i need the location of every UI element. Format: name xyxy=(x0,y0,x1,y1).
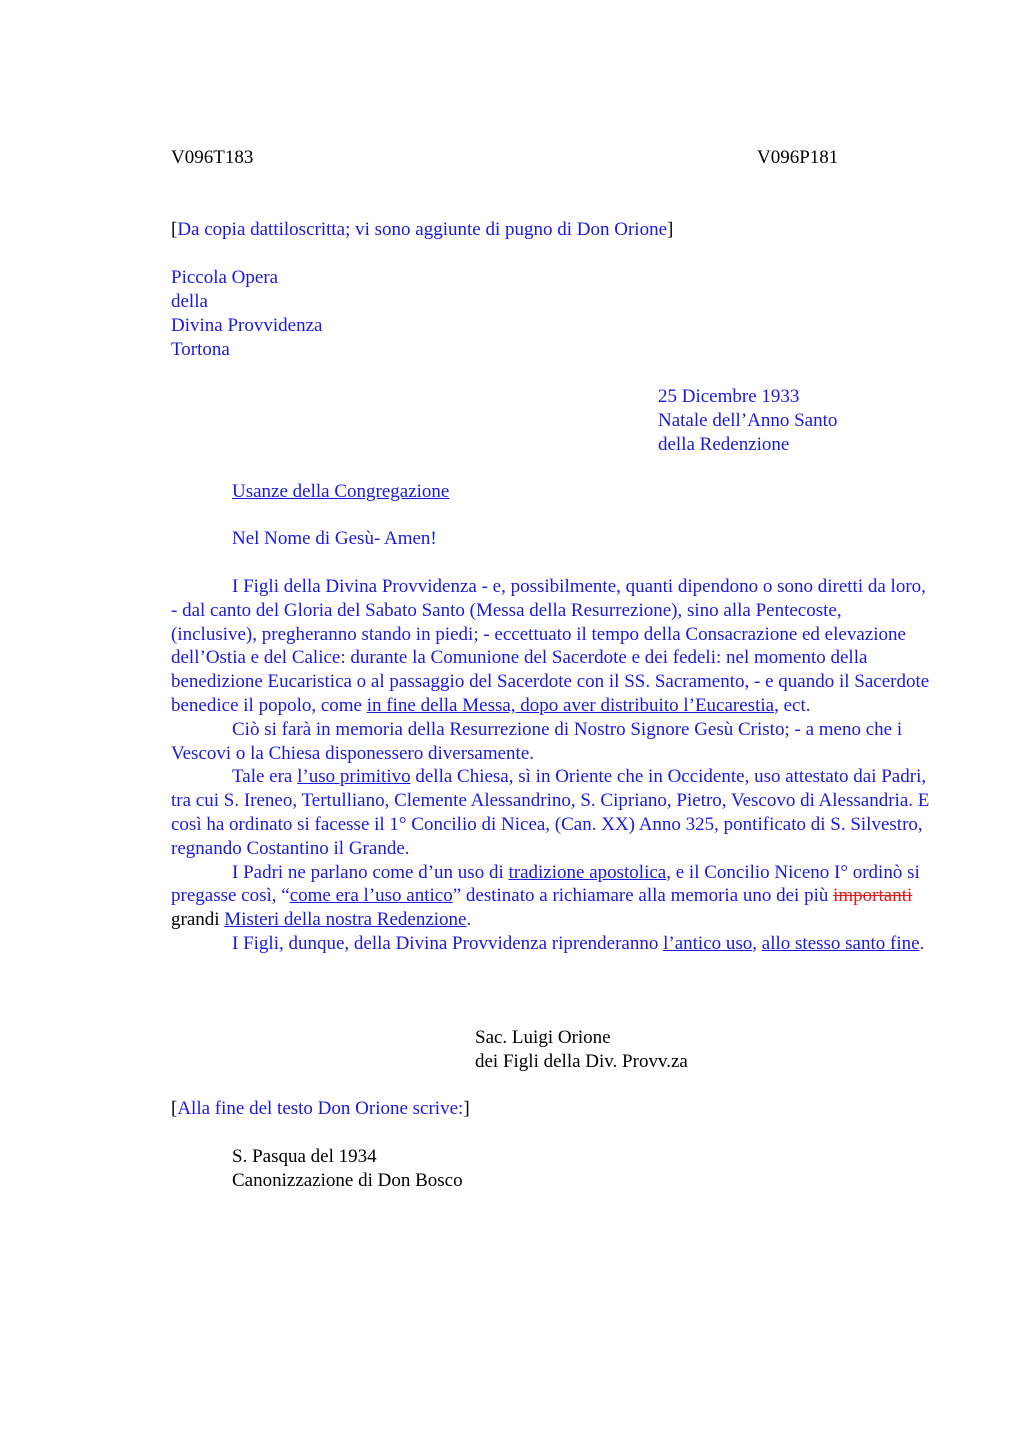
document-title: Usanze della Congregazione xyxy=(232,481,450,502)
underlined-phrase: l’antico uso xyxy=(663,932,753,954)
signature-line: dei Figli della Div. Provv.za xyxy=(475,1051,688,1072)
sender-block xyxy=(171,266,322,362)
underlined-phrase: tradizione apostolica xyxy=(508,861,667,883)
body-text xyxy=(171,575,931,956)
paragraph-1: I Figli della Divina Provvidenza - e, possibilmente, quanti dipendono o sono diretti da loro, - dal canto del Gloria del Sabato Santo (Messa della Resurrezione), sino alla Pentecoste, (inclusive), pregheranno stando in piedi; - eccettuato il tempo della Consacrazione ed elevazione dell’Ostia e del Calice: durante la Comunione del Sacerdote e dei fedeli: nel momento della benedizione Eucaristica o al passaggio del Sacerdote con il SS. Sacramento, - e quando il Sacerdote benedice il popolo, come in fine della Messa, dopo aver distribuito l’Eucarestia, ect. xyxy=(171,576,930,716)
struck-word: importanti xyxy=(833,885,913,907)
sender-line: Tortona xyxy=(171,339,230,360)
dateline-line: della Redenzione xyxy=(658,434,790,455)
archive-code-left: V096T183 xyxy=(171,147,254,168)
archive-code-right: V096P181 xyxy=(757,147,839,168)
editor-note-bottom: [Alla fine del testo Don Orione scrive:] xyxy=(171,1098,470,1119)
handwritten-addition: grandi xyxy=(171,909,220,931)
sender-line: Piccola Opera xyxy=(171,267,279,288)
editor-note-bottom-text: Alla fine del testo Don Orione scrive: xyxy=(177,1098,464,1119)
paragraph-5: I Figli, dunque, della Divina Provvidenza riprenderanno l’antico uso, allo stesso santo fine. xyxy=(232,932,925,954)
invocation: Nel Nome di Gesù- Amen! xyxy=(232,528,437,549)
editor-note-top: [Da copia dattiloscritta; vi sono aggiunte di pugno di Don Orione] xyxy=(171,219,674,240)
sender-line: della xyxy=(171,291,208,312)
postscript-line: S. Pasqua del 1934 xyxy=(232,1146,377,1167)
dateline-line: Natale dell’Anno Santo xyxy=(658,410,838,431)
paragraph-3: Tale era l’uso primitivo della Chiesa, sì in Oriente che in Occidente, uso attestato dai Padri, tra cui S. Ireneo, Tertulliano, Clemente Alessandrino, S. Cipriano, Pietro, Vescovo di Alessandria. E così ha ordinato si facesse il 1° Concilio di Nicea, (Can. XX) Anno 325, pontificato di S. Silvestro, regnando Costantino il Grande. xyxy=(171,766,930,859)
underlined-phrase: l’uso primitivo xyxy=(297,766,411,788)
postscript-line: Canonizzazione di Don Bosco xyxy=(232,1170,463,1191)
underlined-phrase: Misteri della nostra Redenzione xyxy=(224,909,467,931)
underlined-phrase: in fine della Messa, dopo aver distribuito l’Eucarestia xyxy=(366,694,775,716)
editor-note-top-text: Da copia dattiloscritta; vi sono aggiunte di pugno di Don Orione xyxy=(177,219,668,240)
signature-line: Sac. Luigi Orione xyxy=(475,1027,611,1048)
underlined-phrase: allo stesso santo fine xyxy=(761,932,920,954)
dateline-line: 25 Dicembre 1933 xyxy=(658,386,800,407)
dateline-block xyxy=(658,385,837,457)
paragraph-2: Ciò si farà in memoria della Resurrezione di Nostro Signore Gesù Cristo; - a meno che i Vescovi o la Chiesa disponessero diversamente. xyxy=(171,718,903,764)
paragraph-4: I Padri ne parlano come d’un uso di tradizione apostolica, e il Concilio Niceno I° ordinò si pregasse così, “come era l’uso antico” destinato a richiamare alla memoria uno dei più importanti grandi Misteri della nostra Redenzione. xyxy=(171,861,920,931)
underlined-phrase: come era l’uso antico xyxy=(289,885,453,907)
signature-block xyxy=(475,1026,688,1074)
postscript-block xyxy=(232,1145,463,1193)
sender-line: Divina Provvidenza xyxy=(171,315,323,336)
